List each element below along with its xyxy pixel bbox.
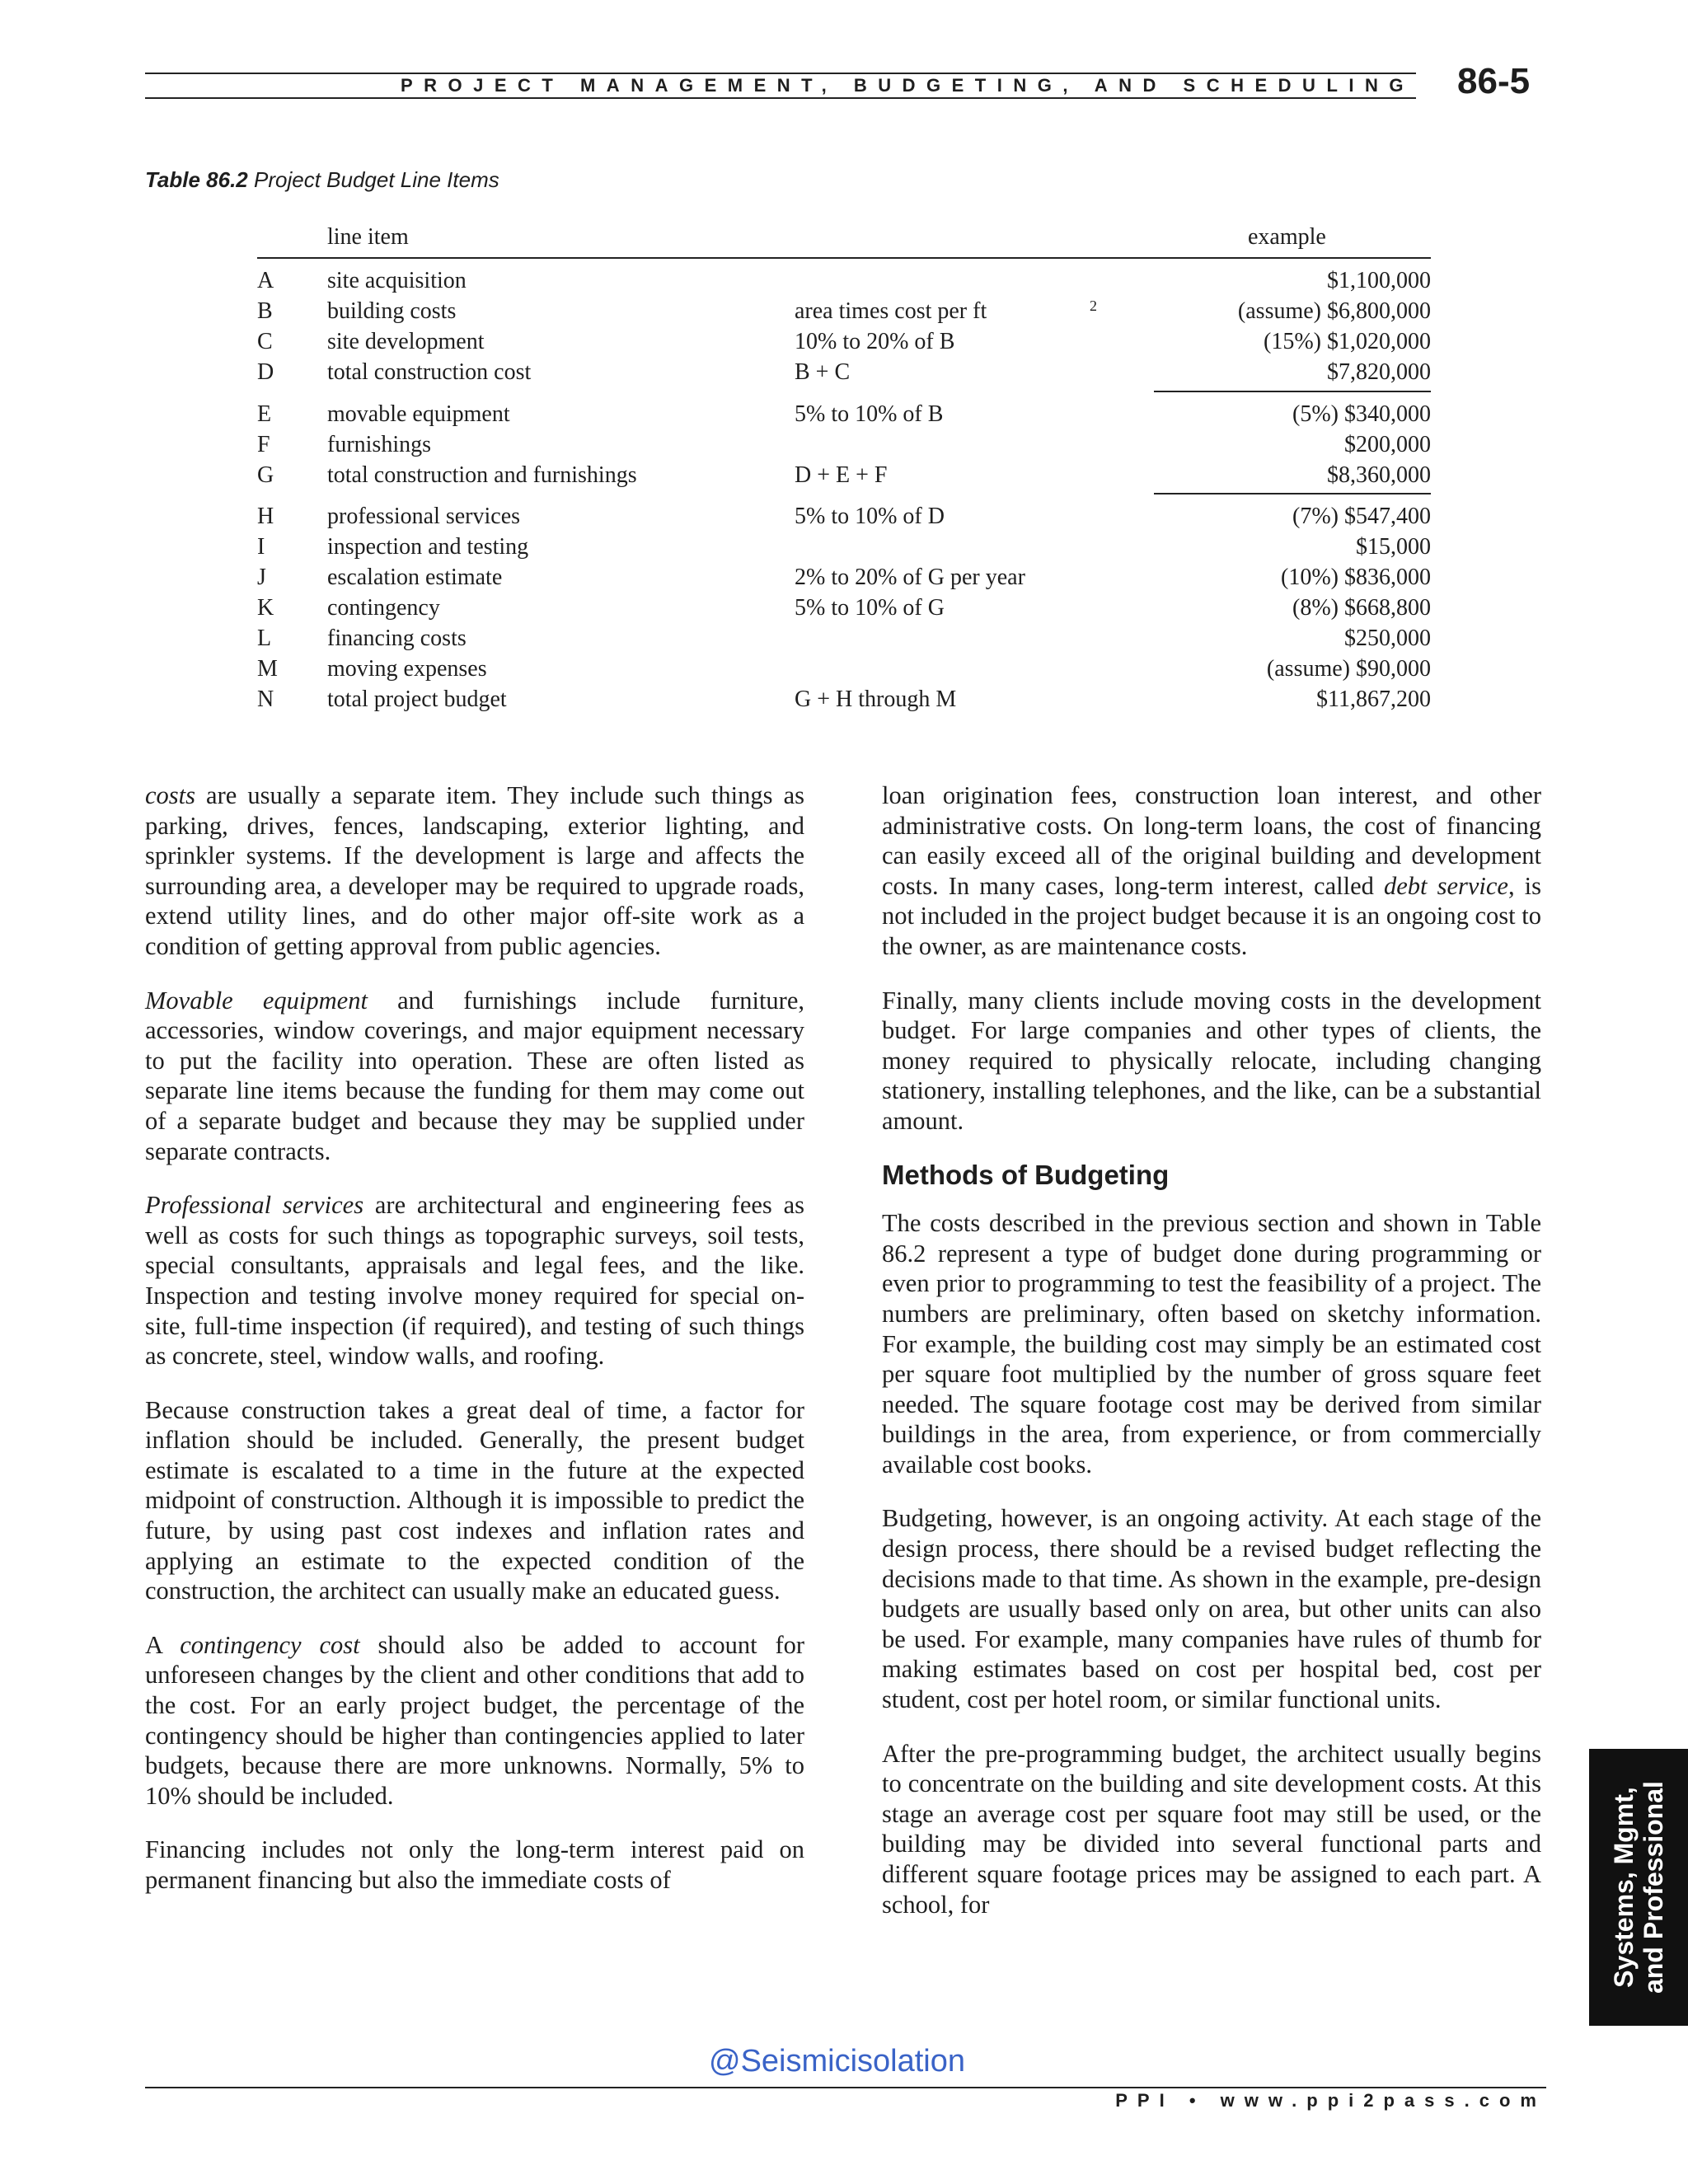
row-line-item: building costs [327, 298, 457, 324]
subtotal-rule-d [1154, 391, 1431, 392]
term-movable-equipment: Movable equipment [145, 986, 368, 1015]
table-row [257, 623, 1431, 654]
term-professional-services: Professional services [145, 1191, 364, 1220]
row-formula: 5% to 10% of G [795, 595, 945, 621]
page-number: 86-5 [1457, 61, 1531, 101]
row-letter: M [257, 656, 278, 682]
right-column [882, 780, 1541, 1943]
row-line-item: site development [327, 329, 485, 354]
row-letter: D [257, 359, 274, 385]
paragraph-text: loan origination fees, construction loan interest, and other administrative costs. On long-term loans, the cost of financing can easily exceed all of the original building and development costs. In many cases, long-term interest, called [882, 781, 1541, 900]
term-contingency-cost: contingency cost [180, 1630, 360, 1659]
row-formula: B + C [795, 359, 851, 385]
term-debt-service: debt service [1383, 871, 1508, 900]
table-row [257, 562, 1431, 593]
section-heading: Methods of Budgeting [882, 1159, 1170, 1190]
side-tab-label [1609, 1749, 1668, 2026]
paragraph-financing: Financing includes not only the long-term interest paid on permanent financing but also the immediate costs of [145, 1835, 804, 1894]
footer-rule [145, 2087, 1546, 2088]
running-header: PROJECT MANAGEMENT, BUDGETING, AND SCHEDULING [400, 75, 1414, 96]
row-line-item: total construction and furnishings [327, 462, 637, 488]
paragraph-text: A [145, 1630, 181, 1659]
table-row [257, 357, 1431, 387]
row-line-item: inspection and testing [327, 534, 529, 560]
row-formula: 5% to 10% of D [795, 504, 945, 529]
col-header-example: example [1248, 224, 1326, 250]
paragraph-financing-cont [882, 780, 1541, 962]
row-line-item: movable equipment [327, 401, 510, 427]
paragraph-text: should also be added to account for unforeseen changes by the client and other conditions that add to the cost. For an early project budget, the percentage of the contingency should be higher than contingencies applied to later budgets, because there are more unknowns. Normally, 5% to 10% should be included. [145, 1630, 805, 1810]
row-letter: L [257, 626, 272, 651]
row-example: (5%) $340,000 [1292, 401, 1431, 427]
row-letter: H [257, 504, 274, 529]
row-example: (15%) $1,020,000 [1264, 329, 1431, 354]
row-example: (assume) $6,800,000 [1237, 298, 1431, 324]
row-letter: J [257, 565, 266, 590]
row-line-item: professional services [327, 504, 521, 529]
row-letter: C [257, 329, 273, 354]
row-letter: B [257, 298, 273, 324]
row-line-item: site acquisition [327, 268, 467, 293]
table-row: B building costs area times cost per ft 2 (assume) $6,800,000 [257, 296, 1431, 326]
row-example: $7,820,000 [1327, 359, 1431, 385]
table-title: Project Budget Line Items [254, 167, 499, 192]
row-letter: G [257, 462, 274, 488]
chapter-side-tab [1589, 1749, 1688, 2026]
table-row [257, 684, 1431, 715]
row-formula: 5% to 10% of B [795, 401, 944, 427]
table-caption [145, 167, 499, 193]
subtotal-rule-g [1154, 493, 1431, 494]
footer-publisher: PPI • www.ppi2pass.com [1115, 2090, 1546, 2111]
row-line-item: total project budget [327, 687, 507, 712]
row-line-item: moving expenses [327, 656, 487, 682]
table-row [257, 654, 1431, 684]
paragraph-contingency [145, 1630, 804, 1811]
table-row [257, 265, 1431, 296]
paragraph-methods: The costs described in the previous section and shown in Table 86.2 represent a type of budget done during programming or even prior to programming to test the feasibility of a project. The numbers are preliminary, often based on sketchy information. For example, the building cost may simply be an estimated cost per square foot multiplied by the number of gross square feet needed. The square footage cost may be derived from similar buildings in the area, from experience, or from commercially available cost books. [882, 1209, 1541, 1479]
row-formula: area times cost per ft [795, 298, 987, 324]
paragraph-professional-services [145, 1190, 804, 1371]
row-letter: E [257, 401, 272, 427]
paragraph-text: , is not included in the project budget because it is an ongoing cost to the owner, as are maintenance costs. [882, 871, 1542, 960]
paragraph-text: are usually a separate item. They include such things as parking, drives, fences, landscaping, exterior lighting, and sprinkler systems. If the development is large and affects the surrounding area, a developer may be required to upgrade roads, extend utility lines, and do other major off-site work as a condition of getting approval from public agencies. [145, 781, 804, 960]
table-row [257, 460, 1431, 490]
row-example: $8,360,000 [1327, 462, 1431, 488]
row-example: $1,100,000 [1327, 268, 1431, 293]
side-tab-line-1: Systems, Mgmt, [1609, 1787, 1639, 1988]
row-line-item: escalation estimate [327, 565, 503, 590]
paragraph-escalation: Because construction takes a great deal of time, a factor for inflation should be included. Generally, the present budget estimate is escalated to a time in the future at the expected midpoint of construction. Although it is impossible to predict the future, by using past cost indexes and inflation rates and applying an estimate to the expected condition of the construction, the architect can usually make an educated guess. [145, 1395, 804, 1605]
row-letter: N [257, 687, 274, 712]
row-example: (assume) $90,000 [1266, 656, 1431, 682]
paragraph-site-development [145, 780, 804, 962]
col-header-line-item: line item [327, 224, 409, 250]
row-letter: K [257, 595, 274, 621]
term-costs: costs [145, 781, 195, 809]
row-line-item: financing costs [327, 626, 467, 651]
row-formula: G + H through M [795, 687, 957, 712]
paragraph-text: and furnishings include furniture, accessories, window coverings, and major equipment necessary to put the facility into operation. These are often listed as separate line items because the funding for them may come out of a separate budget and because they may be supplied under separate contracts. [145, 986, 805, 1165]
row-example: $15,000 [1356, 534, 1431, 560]
row-example: $11,867,200 [1316, 687, 1431, 712]
table-row [257, 593, 1431, 623]
paragraph-moving-costs: Finally, many clients include moving costs in the development budget. For large companies and other types of clients, the money required to physically relocate, including changing stationery, installing telephones, and the like, can be a substantial amount. [882, 986, 1541, 1135]
row-example: (10%) $836,000 [1281, 565, 1431, 590]
table-row [257, 429, 1431, 460]
row-example: (8%) $668,800 [1292, 595, 1431, 621]
left-column [145, 780, 804, 1919]
paragraph-pre-programming: After the pre-programming budget, the architect usually begins to concentrate on the building and site development costs. At this stage an average cost per square foot may still be used, or the building may be divided into several functional parts and different square footage prices may be assigned to each part. A school, for [882, 1739, 1541, 1919]
row-line-item: contingency [327, 595, 440, 621]
row-letter: I [257, 534, 265, 560]
table-head-rule [257, 257, 1431, 259]
header-rule-bottom [145, 97, 1416, 99]
row-letter: F [257, 432, 270, 457]
row-formula: D + E + F [795, 462, 888, 488]
watermark: @Seismicisolation [709, 2044, 966, 2079]
row-example: $250,000 [1344, 626, 1431, 651]
row-example: (7%) $547,400 [1292, 504, 1431, 529]
table-row [257, 326, 1431, 357]
table-row [257, 532, 1431, 562]
row-line-item: total construction cost [327, 359, 532, 385]
paragraph-ongoing: Budgeting, however, is an ongoing activity. At each stage of the design process, there should be a revised budget reflecting the decisions made to that time. As shown in the example, pre-design budgets are usually based only on area, but other units can also be used. For example, many companies have rules of thumb for making estimates based on cost per hospital bed, cost per student, cost per hotel room, or similar functional units. [882, 1504, 1541, 1714]
paragraph-text: are architectural and engineering fees as well as costs for such things as topographic surveys, soil tests, special consultants, appraisals and legal fees, and the like. Inspection and testing involve money required for special on-site, full-time inspection (if required), and testing of such things as concrete, steel, window walls, and roofing. [145, 1191, 804, 1371]
side-tab-line-2: and Professional [1639, 1781, 1668, 1994]
row-letter: A [257, 268, 274, 293]
row-formula: 2% to 20% of G per year [795, 565, 1025, 590]
table-label: Table 86.2 [145, 167, 248, 192]
table-row [257, 399, 1431, 429]
table-row [257, 501, 1431, 532]
paragraph-movable-equipment [145, 986, 804, 1167]
row-line-item: furnishings [327, 432, 431, 457]
row-example: $200,000 [1344, 432, 1431, 457]
row-formula: 10% to 20% of B [795, 329, 955, 354]
